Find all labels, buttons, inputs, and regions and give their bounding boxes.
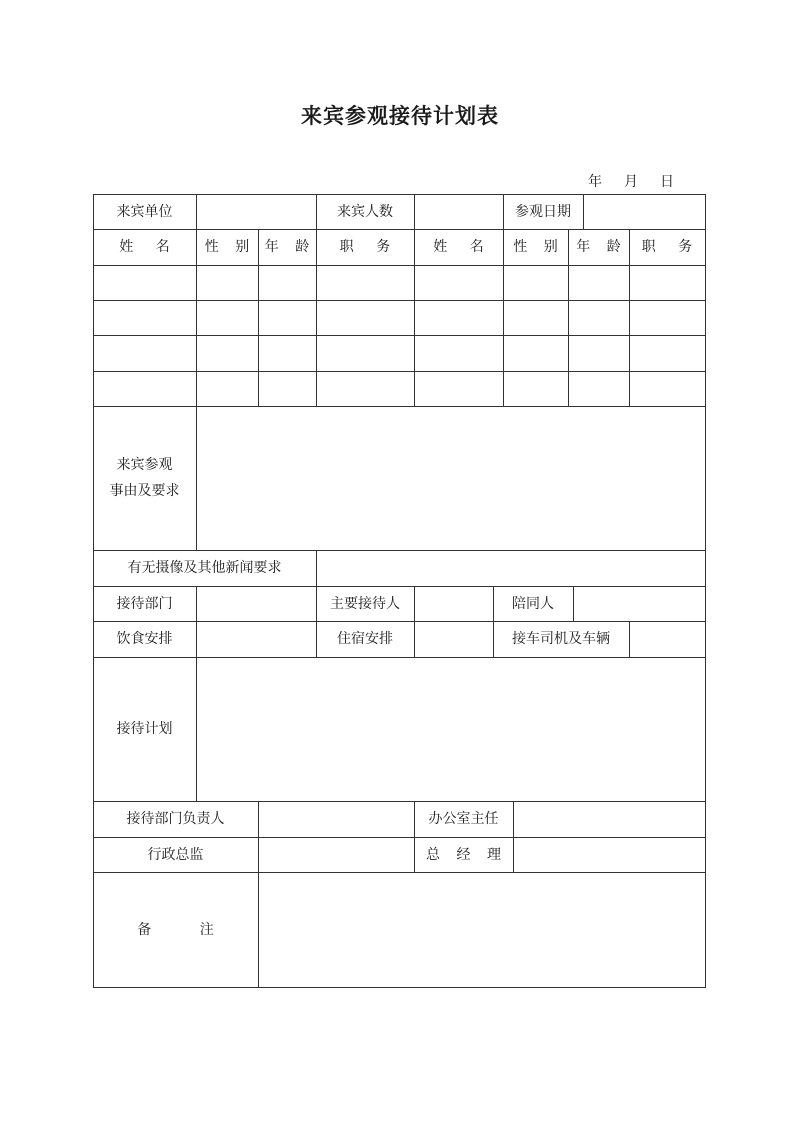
border-line (93, 987, 706, 988)
date-day: 日 (660, 174, 674, 190)
reception-dept-label: 接待部门 (116, 595, 173, 612)
escort-label: 陪同人 (512, 595, 554, 612)
border-line (414, 621, 415, 657)
main-host-label: 主要接待人 (330, 595, 400, 612)
header-gender-2: 性 别 (513, 239, 564, 255)
remarks-field[interactable] (259, 873, 705, 987)
admin-director-label: 行政总监 (147, 846, 204, 863)
border-line (629, 621, 630, 657)
plan-label: 接待计划 (116, 721, 173, 737)
purpose-label: 来宾参观 事由及要求 (109, 457, 180, 499)
camera-news-field[interactable] (317, 551, 705, 586)
date-year: 年 (588, 174, 602, 190)
visitor-unit-field[interactable] (197, 195, 316, 229)
visit-date-label: 参观日期 (515, 203, 571, 220)
header-post-2: 职 务 (641, 239, 702, 255)
purpose-field[interactable] (197, 407, 705, 550)
border-line (414, 586, 415, 621)
camera-news-label: 有无摄像及其他新闻要求 (127, 560, 282, 576)
driver-label: 接车司机及车辆 (512, 631, 610, 647)
office-director-label: 办公室主任 (428, 811, 499, 827)
header-gender-1: 性 别 (204, 239, 256, 255)
visitor-count-label: 来宾人数 (337, 203, 393, 220)
header-name-1: 姓 名 (119, 239, 179, 255)
date-month: 月 (624, 174, 638, 190)
header-post-1: 职 务 (339, 239, 400, 255)
border-line (258, 801, 259, 872)
border-line (196, 621, 197, 657)
food-label: 饮食安排 (116, 631, 173, 647)
header-age-1: 年 龄 (264, 239, 316, 255)
border-line (573, 586, 574, 621)
plan-field[interactable] (197, 658, 705, 801)
general-manager-label: 总 经 理 (426, 846, 507, 863)
border-line (93, 265, 706, 266)
header-name-2: 姓 名 (433, 239, 493, 255)
lodging-label: 住宿安排 (337, 631, 393, 647)
visitor-unit-label: 来宾单位 (116, 203, 173, 220)
border-line (93, 335, 706, 336)
visit-date-field[interactable] (584, 195, 705, 229)
border-line (196, 586, 197, 621)
page-title: 来宾参观接待计划表 (301, 104, 499, 128)
visitor-count-field[interactable] (415, 195, 503, 229)
remarks-label: 备 注 (137, 921, 236, 938)
border-line (93, 371, 706, 372)
border-line (513, 801, 514, 872)
dept-head-label: 接待部门负责人 (126, 811, 225, 827)
border-line (705, 194, 706, 988)
border-line (93, 300, 706, 301)
header-age-2: 年 龄 (576, 239, 627, 255)
